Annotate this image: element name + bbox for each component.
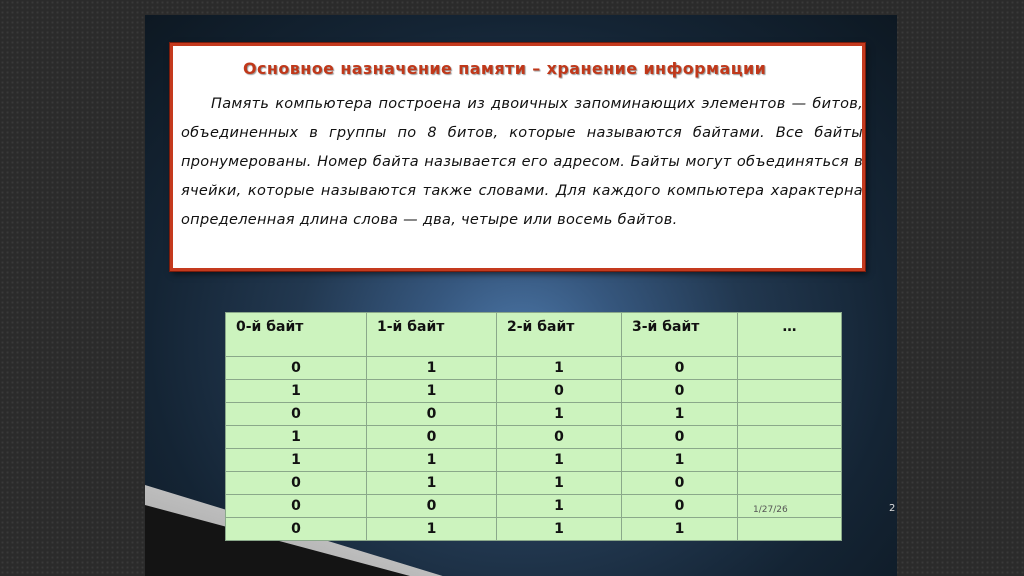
table-cell [738,472,842,495]
table-cell [738,426,842,449]
table-cell: 1 [367,357,497,380]
table-cell: 1 [367,380,497,403]
table-cell: 1 [497,449,622,472]
table-cell: 1 [226,426,367,449]
slide-title: Основное назначение памяти – хранение информации [243,59,767,78]
table-cell: 1 [622,449,738,472]
table-header-more: … [738,313,842,357]
table-cell: 0 [367,426,497,449]
table-cell: 1 [497,403,622,426]
table-cell: 1 [367,472,497,495]
table-header-byte-3: 3-й байт [622,313,738,357]
slide-paragraph: Память компьютера построена из двоичных запоминающих элементов — битов, объединенных в группы по 8 битов, которые называются байтами. Все байты пронумерованы. Номер байта называется его адресом. Байты могут объединяться в ячейки, которые называются также словами. Для каждого компьютера характерна определенная длина слова — два, четыре или восемь байтов. [181,96,863,228]
slide-page-number: 2 [889,503,896,514]
table-cell: 1 [367,449,497,472]
table-cell: 0 [367,403,497,426]
slide [145,15,897,576]
table-header-byte-2: 2-й байт [497,313,622,357]
table-row [226,357,842,380]
table-cell: 0 [497,426,622,449]
table-cell: 1 [622,518,738,541]
table-cell: 0 [226,357,367,380]
table-header-byte-0: 0-й байт [226,313,367,357]
table-row [226,449,842,472]
table-cell: 1 [622,403,738,426]
table-cell: 1 [497,357,622,380]
table-row [226,380,842,403]
table-cell [738,518,842,541]
table-cell: 0 [622,357,738,380]
table-cell [738,380,842,403]
table-cell: 1 [497,472,622,495]
text-box [170,43,865,271]
table-cell: 1 [226,449,367,472]
table-cell: 1 [226,380,367,403]
table-cell: 0 [226,472,367,495]
table-cell [738,357,842,380]
table-cell: 0 [622,472,738,495]
bytes-table [225,312,842,541]
table-cell: 1 [367,518,497,541]
table-cell [738,403,842,426]
table-row [226,472,842,495]
table-row [226,518,842,541]
table-cell: 1 [497,495,622,518]
table-cell: 0 [497,380,622,403]
table-cell: 0 [226,403,367,426]
slide-date: 1/27/26 [753,505,788,515]
table-cell: 1 [497,518,622,541]
table-cell: 0 [622,380,738,403]
table-header-byte-1: 1-й байт [367,313,497,357]
table-cell: 0 [226,495,367,518]
table-row [226,403,842,426]
table-row [226,495,842,518]
table-cell: 0 [226,518,367,541]
table-cell: 0 [622,495,738,518]
table-header-row [226,313,842,357]
table-row [226,426,842,449]
table-cell: 0 [367,495,497,518]
table-cell [738,449,842,472]
table-cell: 0 [622,426,738,449]
